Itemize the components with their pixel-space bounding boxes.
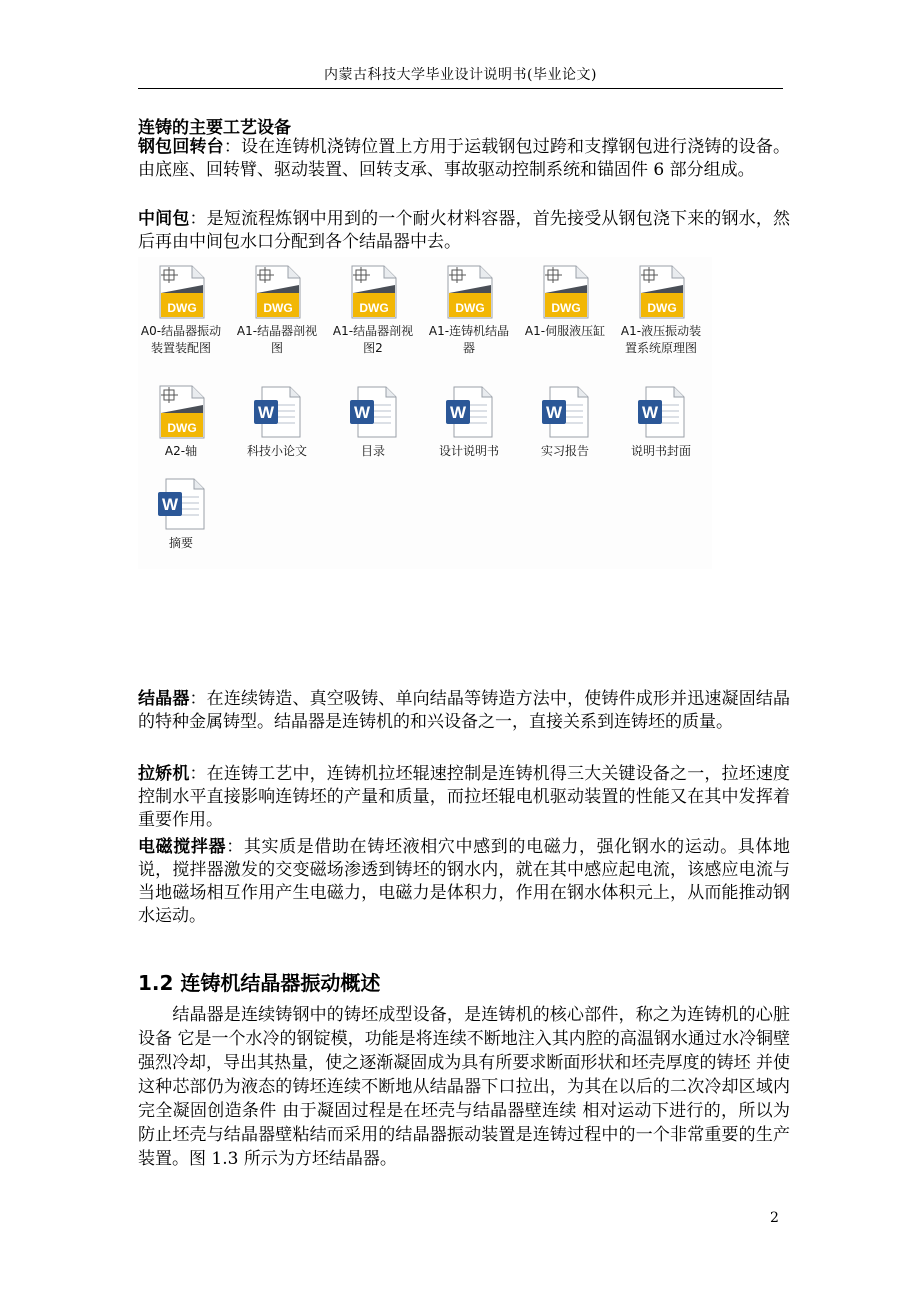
dwg-icon-label: DWG xyxy=(167,421,197,435)
file-item[interactable] xyxy=(236,383,318,460)
file-item[interactable] xyxy=(140,475,222,552)
definition-ladle-turret: ：设在连铸机浇铸位置上方用于运载钢包过跨和支撑钢包进行浇铸的设备。由底座、回转臂、驱动装置、回转支承、事故驱动控制系统和锚固件 6 部分组成。 xyxy=(138,137,791,180)
file-item[interactable] xyxy=(428,263,510,357)
word-icon-letter: W xyxy=(353,403,371,422)
file-item[interactable] xyxy=(620,263,702,357)
term-mould: 结晶器 xyxy=(138,689,190,709)
file-label: 说明书封面 xyxy=(630,444,691,458)
word-icon-letter: W xyxy=(161,495,179,514)
dwg-icon-label: DWG xyxy=(359,301,389,315)
term-tundish: 中间包 xyxy=(138,209,190,229)
file-item[interactable] xyxy=(524,383,606,460)
word-icon-letter: W xyxy=(641,403,659,422)
word-document-icon xyxy=(332,383,414,441)
dwg-icon-label: DWG xyxy=(647,301,677,315)
term-withdrawal: 拉矫机 xyxy=(138,764,190,784)
definition-stirrer: ：其实质是借助在铸坯液相穴中感到的电磁力，强化钢水的运动。具体地说，搅拌器激发的交变磁场渗透到铸坯的钢水内，就在其中感应起电流，该感应电流与当地磁场相互作用产生电磁力，电磁力是体积力，作用在钢水体积元上，从而能推动钢水运动。 xyxy=(138,837,791,926)
file-label: A1-伺服液压缸 xyxy=(524,324,606,338)
term-stirrer: 电磁搅拌器 xyxy=(138,837,227,857)
dwg-icon-label: DWG xyxy=(551,301,581,315)
file-item[interactable] xyxy=(620,383,702,460)
section-title: 连铸的主要工艺设备 xyxy=(138,118,291,138)
file-label: 设计说明书 xyxy=(438,444,499,458)
word-document-icon xyxy=(620,383,702,441)
file-item[interactable] xyxy=(332,383,414,460)
word-icon-letter: W xyxy=(545,403,563,422)
definition-mould: ：在连续铸造、真空吸铸、单向结晶等铸造方法中，使铸件成形并迅速凝固结晶的特种金属铸型。结晶器是连铸机的和兴设备之一，直接关系到连铸坯的质量。 xyxy=(138,689,791,732)
word-document-icon xyxy=(236,383,318,441)
dwg-file-icon xyxy=(428,263,510,321)
word-document-icon xyxy=(428,383,510,441)
dwg-file-icon xyxy=(332,263,414,321)
paragraph-withdrawal xyxy=(138,763,790,832)
file-item[interactable] xyxy=(524,263,606,340)
file-label: A2-轴 xyxy=(164,444,198,458)
file-label: 实习报告 xyxy=(540,444,589,458)
file-label: A0-结晶器振动装置装配图 xyxy=(140,324,222,355)
file-explorer-view xyxy=(138,257,712,569)
dwg-file-icon xyxy=(236,263,318,321)
term-ladle-turret: 钢包回转台 xyxy=(138,137,224,157)
file-item[interactable] xyxy=(428,383,510,460)
file-label: 科技小论文 xyxy=(246,444,307,458)
paragraph-ladle-turret xyxy=(138,136,790,182)
body-paragraph: 结晶器是连续铸钢中的铸坯成型设备，是连铸机的核心部件，称之为连铸机的心脏设备 它是一个水冷的钢锭模，功能是将连续不断地注入其内腔的高温钢水通过水冷铜壁强烈冷却，导出其热量，使之逐渐凝固成为具有所要求断面形状和坯壳厚度的铸坯 并使这种芯部仍为液态的铸坯连续不断地从结晶器下口拉出，为其在以后的二次冷却区域内完全凝固创造条件 由于凝固过程是在坯壳与结晶器壁连续 相对运动下进行的，所以为防止坯壳与结晶器壁粘结而采用的结晶器振动装置是连铸过程中的一个非常重要的生产装置。图 1.3 所示为方坯结晶器。 xyxy=(138,1005,790,1169)
definition-withdrawal: ：在连铸工艺中，连铸机拉坯辊速控制是连铸机得三大关键设备之一，拉坯速度控制水平直接影响连铸坯的产量和质量，而拉坯辊电机驱动装置的性能又在其中发挥着重要作用。 xyxy=(138,764,791,830)
paragraph-tundish xyxy=(138,208,790,254)
dwg-icon-label: DWG xyxy=(167,301,197,315)
file-label: 摘要 xyxy=(168,536,193,550)
dwg-icon-label: DWG xyxy=(263,301,293,315)
dwg-file-icon xyxy=(620,263,702,321)
file-item[interactable] xyxy=(140,263,222,357)
file-label: A1-结晶器剖视图 xyxy=(236,324,318,355)
page-number: 2 xyxy=(770,1210,779,1226)
file-label: A1-连铸机结晶器 xyxy=(428,324,510,355)
word-icon-letter: W xyxy=(449,403,467,422)
file-label: 目录 xyxy=(360,444,385,458)
file-label: A1-结晶器剖视图2 xyxy=(332,324,414,355)
paragraph-stirrer xyxy=(138,836,790,928)
dwg-file-icon xyxy=(524,263,606,321)
paragraph-mould xyxy=(138,688,790,734)
file-item[interactable] xyxy=(140,383,222,460)
word-icon-letter: W xyxy=(257,403,275,422)
file-item[interactable] xyxy=(332,263,414,357)
word-document-icon xyxy=(524,383,606,441)
word-document-icon xyxy=(140,475,222,533)
definition-tundish: ：是短流程炼钢中用到的一个耐火材料容器，首先接受从钢包浇下来的钢水，然后再由中间包水口分配到各个结晶器中去。 xyxy=(138,209,791,252)
dwg-file-icon xyxy=(140,383,222,441)
file-item[interactable] xyxy=(236,263,318,357)
subheading: 1.2 连铸机结晶器振动概述 xyxy=(138,971,381,995)
running-header: 内蒙古科技大学毕业设计说明书(毕业论文) xyxy=(138,64,783,89)
file-label: A1-液压振动装置系统原理图 xyxy=(620,324,702,355)
dwg-icon-label: DWG xyxy=(455,301,485,315)
dwg-file-icon xyxy=(140,263,222,321)
